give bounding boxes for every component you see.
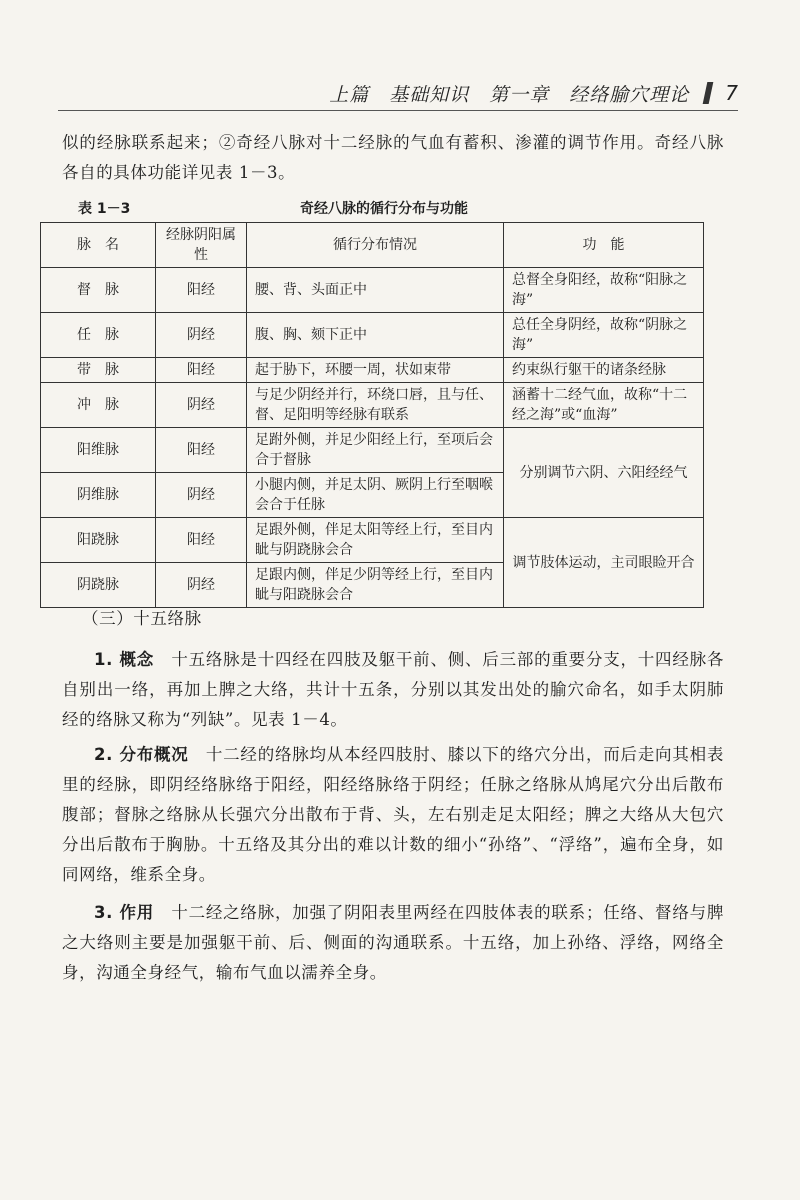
- running-header: [58, 78, 738, 108]
- cell-route: 小腿内侧，并足太阴、厥阴上行至咽喉会合于任脉: [247, 473, 504, 518]
- cell-name: 阴跷脉: [41, 563, 156, 608]
- header-function: 功 能: [504, 223, 704, 268]
- cell-function: 涵蓄十二经气血，故称“十二经之海”或“血海”: [504, 383, 704, 428]
- paragraph-label: 3. 作用: [94, 903, 155, 922]
- table-row: [41, 313, 704, 358]
- table-row: [41, 268, 704, 313]
- page-number: 7: [725, 81, 738, 105]
- header-name: 脉 名: [41, 223, 156, 268]
- paragraph-label: 1. 概念: [94, 650, 155, 669]
- cell-yinyang: 阳经: [156, 518, 247, 563]
- cell-name: 阴维脉: [41, 473, 156, 518]
- paragraph-text: 十二经的络脉均从本经四肢肘、膝以下的络穴分出，而后走向其相表里的经脉，即阴经络脉络于阳经，阳经络脉络于阴经；任脉之络脉从鸠尾穴分出后散布腹部；督脉之络脉从长强穴分出散布于背、头，左右别走足太阳经；脾之大络从大包穴分出后散布于胸胁。十五络及其分出的难以计数的细小“孙络”、“浮络”，遍布全身，如同网络，维系全身。: [62, 745, 724, 884]
- cell-name: 阳跷脉: [41, 518, 156, 563]
- cell-function-qiao: 调节肢体运动，主司眼睑开合: [504, 518, 704, 608]
- section-heading: （三）十五络脉: [82, 609, 202, 628]
- cell-route: 足跟外侧，伴足太阳等经上行，至目内眦与阴跷脉会合: [247, 518, 504, 563]
- table-header-row: [41, 223, 704, 268]
- table-row: [41, 518, 704, 563]
- paragraph-label: 2. 分布概况: [94, 745, 189, 764]
- cell-function: 约束纵行躯干的诸条经脉: [504, 358, 704, 383]
- cell-function-wei: 分别调节六阴、六阳经经气: [504, 428, 704, 518]
- paragraph-intro: 似的经脉联系起来；②奇经八脉对十二经脉的气血有蓄积、渗灌的调节作用。奇经八脉各自的具体功能详见表 1－3。: [62, 133, 724, 182]
- header-rule: [58, 110, 738, 111]
- header-title: 上篇 基础知识 第一章 经络腧穴理论: [329, 83, 690, 106]
- cell-name: 带 脉: [41, 358, 156, 383]
- cell-yinyang: 阴经: [156, 313, 247, 358]
- paragraph-distribution: [62, 740, 724, 890]
- cell-route: 腹、胸、颏下正中: [247, 313, 504, 358]
- table-row: [41, 358, 704, 383]
- cell-name: 督 脉: [41, 268, 156, 313]
- cell-yinyang: 阳经: [156, 268, 247, 313]
- cell-name: 任 脉: [41, 313, 156, 358]
- cell-name: 冲 脉: [41, 383, 156, 428]
- table-row: [41, 428, 704, 473]
- cell-yinyang: 阴经: [156, 563, 247, 608]
- header-separator: [703, 82, 714, 104]
- table-title: 奇经八脉的循行分布与功能: [300, 201, 468, 217]
- header-route: 循行分布情况: [247, 223, 504, 268]
- cell-route: 与足少阴经并行，环绕口唇，且与任、督、足阳明等经脉有联系: [247, 383, 504, 428]
- paragraph-text: 十五络脉是十四经在四肢及躯干前、侧、后三部的重要分支，十四经脉各自别出一络，再加上脾之大络，共计十五条，分别以其发出处的腧穴命名，如手太阴肺经的络脉又称为“列缺”。见表 1－4。: [62, 650, 724, 729]
- paragraph-concept: [62, 645, 724, 735]
- table-row: [41, 383, 704, 428]
- cell-route: 腰、背、头面正中: [247, 268, 504, 313]
- cell-name: 阳维脉: [41, 428, 156, 473]
- cell-route: 起于胁下，环腰一周，状如束带: [247, 358, 504, 383]
- header-yinyang: 经脉阴阳属性: [156, 223, 247, 268]
- cell-yinyang: 阳经: [156, 428, 247, 473]
- cell-route: 足跟内侧，伴足少阴等经上行，至目内眦与阳跷脉会合: [247, 563, 504, 608]
- cell-yinyang: 阴经: [156, 473, 247, 518]
- extraordinary-meridians-table: [40, 222, 704, 608]
- paragraph-function: [62, 898, 724, 988]
- cell-route: 足跗外侧，并足少阳经上行，至项后会合于督脉: [247, 428, 504, 473]
- cell-yinyang: 阳经: [156, 358, 247, 383]
- paragraph-text: 十二经之络脉，加强了阴阳表里两经在四肢体表的联系；任络、督络与脾之大络则主要是加强躯干前、后、侧面的沟通联系。十五络，加上孙络、浮络，网络全身，沟通全身经气，输布气血以濡养全身。: [62, 903, 724, 982]
- cell-function: 总督全身阳经，故称“阳脉之海”: [504, 268, 704, 313]
- table-number: 表 1－3: [78, 201, 131, 217]
- cell-function: 总任全身阴经，故称“阴脉之海”: [504, 313, 704, 358]
- cell-yinyang: 阴经: [156, 383, 247, 428]
